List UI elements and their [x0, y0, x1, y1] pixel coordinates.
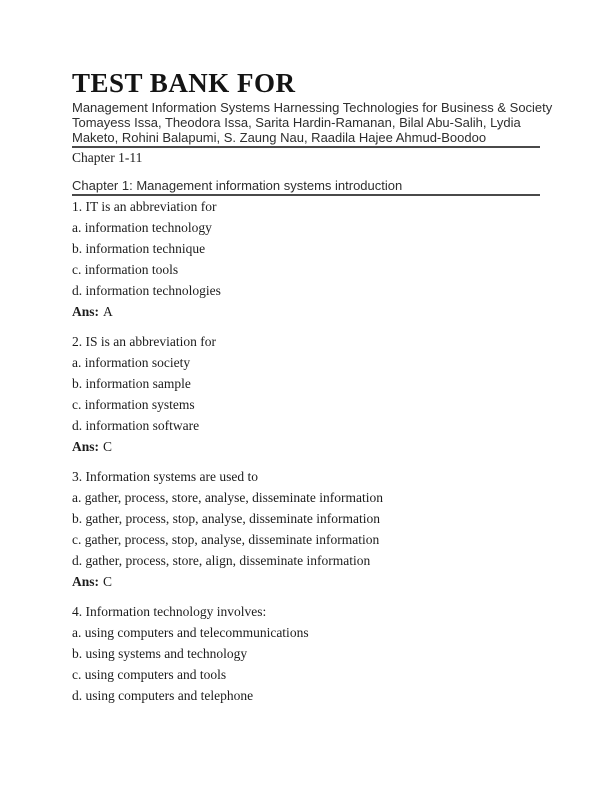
question-prompt: 2. IS is an abbreviation for — [72, 334, 216, 349]
answer-line — [72, 575, 540, 589]
authors-line: Tomayess Issa, Theodora Issa, Sarita Hardin-Ramanan, Bilal Abu-Salih, Lydia Maketo, Rohini Balapumi, S. Zaung Nau, Raadila Hajee Ahmud-Boodoo — [72, 115, 521, 145]
question-block-2 — [72, 335, 540, 454]
answer-value: C — [103, 439, 113, 454]
answer-label: Ans: — [72, 574, 100, 589]
question-block-1 — [72, 200, 540, 319]
question-prompt: 3. Information systems are used to — [72, 469, 258, 484]
section-heading: Chapter 1: Management information systems introduction — [72, 178, 540, 196]
chapter-range: Chapter 1-11 — [72, 150, 143, 165]
question-option-a: a. information society — [72, 355, 191, 370]
answer-value: A — [103, 304, 113, 319]
question-option-d: d. gather, process, store, align, disseminate information — [72, 553, 371, 568]
answer-label: Ans: — [72, 439, 100, 454]
question-option-c: c. information tools — [72, 262, 179, 277]
answer-line — [72, 440, 540, 454]
question-option-b: b. information sample — [72, 376, 191, 391]
page-title: TEST BANK FOR — [72, 68, 296, 98]
question-option-c: c. information systems — [72, 397, 195, 412]
answer-value: C — [103, 574, 113, 589]
answer-label: Ans: — [72, 304, 100, 319]
question-prompt: 4. Information technology involves: — [72, 604, 267, 619]
question-option-b: b. using systems and technology — [72, 646, 248, 661]
question-option-d: d. using computers and telephone — [72, 688, 254, 703]
question-option-b: b. information technique — [72, 241, 206, 256]
book-subtitle: Management Information Systems Harnessing Technologies for Business & Society — [72, 100, 553, 115]
document-header — [72, 68, 553, 148]
questions-list — [72, 200, 540, 703]
answer-line — [72, 305, 540, 319]
question-block-4 — [72, 605, 540, 703]
question-option-d: d. information software — [72, 418, 200, 433]
question-prompt: 1. IT is an abbreviation for — [72, 199, 217, 214]
question-option-c: c. gather, process, stop, analyse, disseminate information — [72, 532, 380, 547]
question-option-a: a. gather, process, store, analyse, disseminate information — [72, 490, 383, 505]
question-option-c: c. using computers and tools — [72, 667, 227, 682]
question-option-b: b. gather, process, stop, analyse, disseminate information — [72, 511, 381, 526]
question-option-a: a. information technology — [72, 220, 212, 235]
question-block-3 — [72, 470, 540, 589]
question-option-d: d. information technologies — [72, 283, 221, 298]
question-option-a: a. using computers and telecommunications — [72, 625, 309, 640]
